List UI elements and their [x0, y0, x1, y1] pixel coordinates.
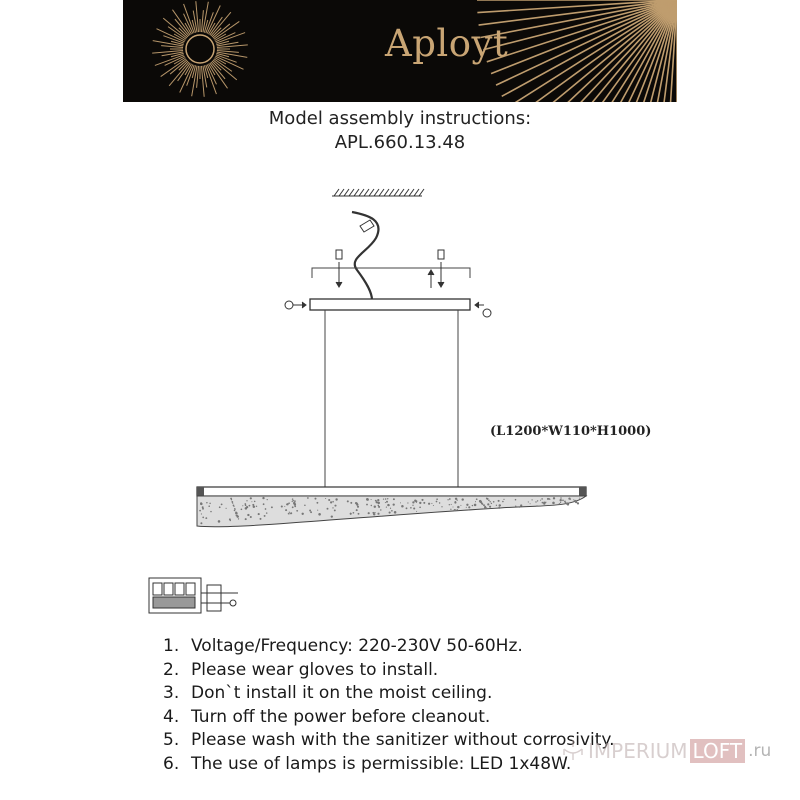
watermark — [560, 736, 771, 766]
side-screw-icon — [285, 301, 306, 309]
chandelier-icon — [560, 738, 586, 764]
instruction-item — [163, 659, 614, 683]
instruction-text: Please wash with the sanitizer without corrosivity. — [191, 730, 615, 751]
instruction-item — [163, 753, 614, 777]
mounting-bracket — [312, 268, 470, 278]
ceiling-canopy — [310, 299, 470, 310]
instruction-number: 6. — [163, 753, 180, 774]
instruction-text: The use of lamps is permissible: LED 1x48W. — [191, 753, 572, 774]
dimensions-label: (L1200*W110*H1000) — [490, 424, 652, 439]
cable-clip — [360, 220, 374, 232]
instruction-item — [163, 706, 614, 730]
brand-logo-text: Aployt — [385, 22, 509, 65]
instruction-item — [163, 729, 614, 753]
ceiling-hatch — [332, 189, 424, 196]
instruction-text: Turn off the power before cleanout. — [191, 706, 491, 727]
lamp-body — [197, 487, 586, 527]
instruction-number: 3. — [163, 683, 180, 704]
instructions-list — [163, 635, 614, 777]
instruction-text: Don`t install it on the moist ceiling. — [191, 683, 493, 704]
wiring-diagram — [149, 578, 238, 613]
instruction-text: Voltage/Frequency: 220-230V 50-60Hz. — [191, 636, 523, 656]
screw-icon — [428, 250, 444, 288]
instruction-number: 5. — [163, 730, 180, 751]
watermark-part2: LOFT — [690, 739, 746, 763]
model-number: APL.660.13.48 — [334, 132, 466, 153]
watermark-part1: IMPERIUM — [588, 739, 688, 763]
watermark-part3: .ru — [748, 741, 772, 761]
instruction-number: 2. — [163, 659, 180, 680]
document-title: Model assembly instructions: — [268, 108, 532, 129]
instruction-item — [163, 635, 614, 659]
instruction-number: 4. — [163, 706, 180, 727]
instruction-text: Please wear gloves to install. — [191, 659, 439, 680]
instruction-item — [163, 682, 614, 706]
instruction-number: 1. — [163, 636, 180, 656]
side-screw-icon — [475, 302, 491, 317]
